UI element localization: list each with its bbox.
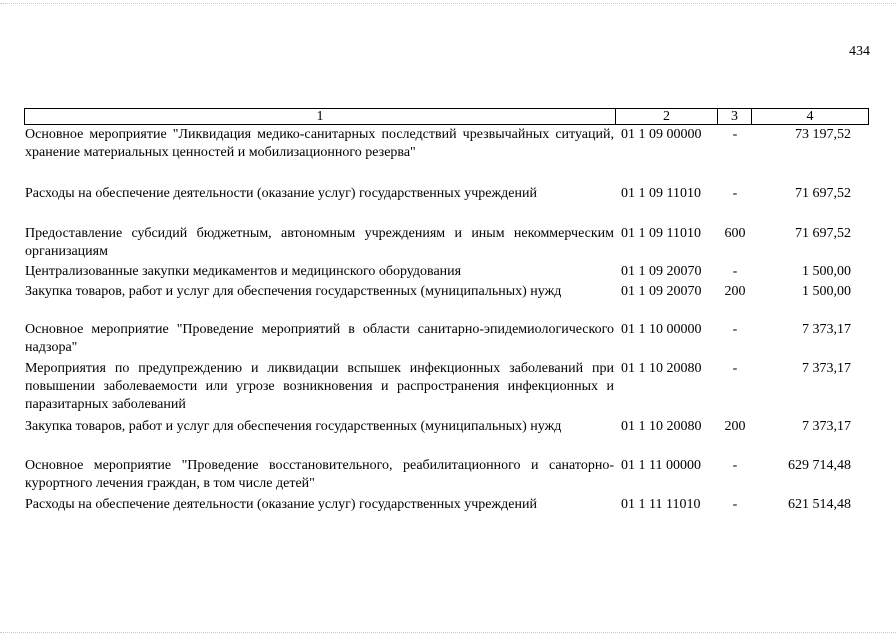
row-code: 01 1 09 11010 xyxy=(621,226,701,241)
column-header-2: 2 xyxy=(615,108,718,125)
row-code: 01 1 09 20070 xyxy=(621,284,702,299)
row-name: Основное мероприятие "Проведение мероприятий в области санитарно-эпидемиологического надзора" xyxy=(25,322,614,355)
row-type: - xyxy=(732,264,738,279)
row-amount: 71 697,52 xyxy=(795,186,851,201)
scan-top-edge xyxy=(0,3,896,4)
row-code: 01 1 10 20080 xyxy=(621,419,702,434)
row-name: Расходы на обеспечение деятельности (оказание услуг) государственных учреждений xyxy=(25,497,537,512)
row-type: 200 xyxy=(724,419,746,434)
row-type: 600 xyxy=(724,226,746,241)
row-type: - xyxy=(732,322,738,337)
row-amount: 629 714,48 xyxy=(788,458,851,473)
row-amount: 7 373,17 xyxy=(802,419,851,434)
column-header-3: 3 xyxy=(717,108,752,125)
row-amount: 73 197,52 xyxy=(795,127,851,142)
page-number: 434 xyxy=(849,44,870,59)
row-name: Предоставление субсидий бюджетным, автономным учреждениям и иным некоммерческим организациям xyxy=(25,226,614,259)
row-type: - xyxy=(732,458,738,473)
row-code: 01 1 09 00000 xyxy=(621,127,702,142)
row-amount: 1 500,00 xyxy=(802,264,851,279)
row-name: Основное мероприятие "Проведение восстановительного, реабилитационного и санаторно-курортного лечения граждан, в том числе детей" xyxy=(25,458,614,491)
row-type: - xyxy=(732,186,738,201)
row-name: Расходы на обеспечение деятельности (оказание услуг) государственных учреждений xyxy=(25,186,537,201)
row-amount: 71 697,52 xyxy=(795,226,851,241)
row-code: 01 1 11 11010 xyxy=(621,497,701,512)
row-code: 01 1 09 20070 xyxy=(621,264,702,279)
row-name: Закупка товаров, работ и услуг для обеспечения государственных (муниципальных) нужд xyxy=(25,284,562,299)
row-code: 01 1 09 11010 xyxy=(621,186,701,201)
row-code: 01 1 11 00000 xyxy=(621,458,701,473)
row-amount: 1 500,00 xyxy=(802,284,851,299)
row-type: - xyxy=(732,361,738,376)
row-type: 200 xyxy=(724,284,746,299)
scan-bottom-edge xyxy=(0,632,896,633)
row-code: 01 1 10 00000 xyxy=(621,322,702,337)
column-header-4: 4 xyxy=(751,108,869,125)
row-amount: 621 514,48 xyxy=(788,497,851,512)
row-type: - xyxy=(732,127,738,142)
row-amount: 7 373,17 xyxy=(802,322,851,337)
row-amount: 7 373,17 xyxy=(802,361,851,376)
row-name: Основное мероприятие "Ликвидация медико-санитарных последствий чрезвычайных ситуаций, хранение материальных ценностей и мобилизационного резерва" xyxy=(25,127,614,160)
row-code: 01 1 10 20080 xyxy=(621,361,702,376)
row-name: Закупка товаров, работ и услуг для обеспечения государственных (муниципальных) нужд xyxy=(25,419,562,434)
row-name: Централизованные закупки медикаментов и медицинского оборудования xyxy=(25,264,462,279)
row-name: Мероприятия по предупреждению и ликвидации вспышек инфекционных заболеваний при повышении заболеваемости или угрозе возникновения и распространения инфекционных и паразитарных заболеваний xyxy=(25,361,614,412)
row-type: - xyxy=(732,497,738,512)
column-header-1: 1 xyxy=(24,108,616,125)
